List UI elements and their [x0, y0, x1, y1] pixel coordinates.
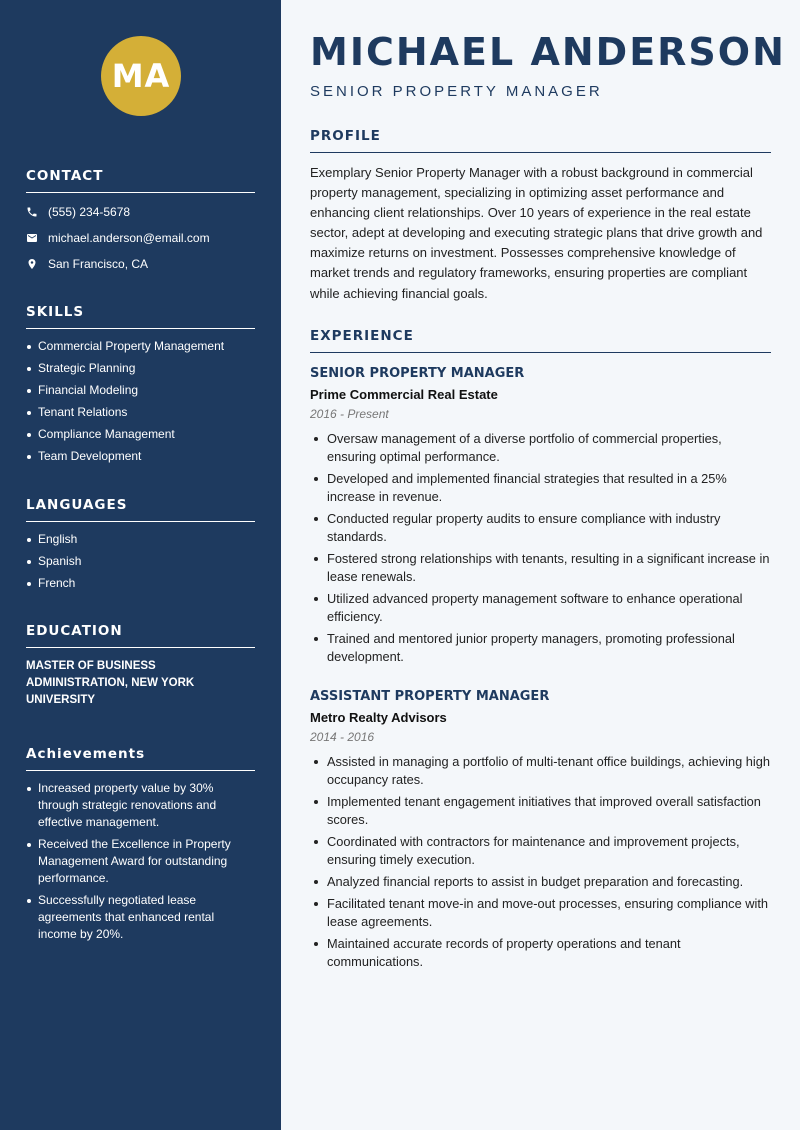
job-bullet: Assisted in managing a portfolio of multi-tenant office buildings, achieving high occupancy rates.: [310, 753, 771, 789]
contact-location-text: San Francisco, CA: [48, 257, 149, 271]
achievement-item: Increased property value by 30% through strategic renovations and effective management.: [26, 780, 255, 831]
education-section: [26, 623, 255, 709]
job-role: ASSISTANT PROPERTY MANAGER: [310, 689, 550, 704]
skill-item: Strategic Planning: [26, 360, 255, 377]
skills-list: [26, 338, 255, 465]
education-heading: EDUCATION: [26, 623, 255, 648]
email-icon: [26, 232, 48, 244]
location-pin-icon: [26, 258, 48, 270]
job-bullet: Maintained accurate records of property operations and tenant communications.: [310, 935, 771, 971]
job-entry: [310, 689, 771, 975]
contact-location: [26, 251, 255, 277]
candidate-name: MICHAEL ANDERSON: [310, 30, 786, 74]
job-bullet: Analyzed financial reports to assist in budget preparation and forecasting.: [310, 873, 771, 891]
job-bullet: Trained and mentored junior property managers, promoting professional development.: [310, 630, 771, 666]
language-item: Spanish: [26, 553, 255, 570]
language-item: French: [26, 575, 255, 592]
profile-text: Exemplary Senior Property Manager with a robust background in commercial property management, specializing in optimizing asset performance and enhancing client relationships. Over 10 years of experience in the real estate sector, adept at developing and executing strategic plans that drive growth and maximize returns on investment. Possesses comprehensive knowledge of market trends and regulatory frameworks, ensuring properties are compliant while achieving financial goals.: [310, 165, 763, 301]
contact-email: [26, 225, 255, 251]
achievements-section: [26, 746, 255, 948]
job-role: SENIOR PROPERTY MANAGER: [310, 366, 525, 381]
education-degree: MASTER OF BUSINESS ADMINISTRATION, NEW YORK UNIVERSITY: [26, 660, 195, 706]
job-entry: [310, 366, 771, 670]
achievements-list: [26, 780, 255, 943]
achievement-item: Successfully negotiated lease agreements that enhanced rental income by 20%.: [26, 892, 255, 943]
job-bullet: Facilitated tenant move-in and move-out processes, ensuring compliance with lease agreements.: [310, 895, 771, 931]
phone-icon: [26, 206, 48, 218]
job-dates: 2016 - Present: [310, 407, 389, 421]
avatar: MA: [101, 36, 181, 116]
contact-section: [26, 168, 255, 277]
skill-item: Team Development: [26, 448, 255, 465]
skill-item: Financial Modeling: [26, 382, 255, 399]
contact-heading: CONTACT: [26, 168, 255, 193]
job-company: Prime Commercial Real Estate: [310, 387, 498, 402]
languages-heading: LANGUAGES: [26, 497, 255, 522]
job-bullet: Implemented tenant engagement initiatives that improved overall satisfaction scores.: [310, 793, 771, 829]
experience-heading: EXPERIENCE: [310, 328, 771, 353]
skill-item: Commercial Property Management: [26, 338, 255, 355]
job-bullet: Utilized advanced property management software to enhance operational efficiency.: [310, 590, 771, 626]
job-bullet: Oversaw management of a diverse portfolio of commercial properties, ensuring optimal performance.: [310, 430, 771, 466]
achievements-heading: Achievements: [26, 746, 255, 771]
candidate-title: SENIOR PROPERTY MANAGER: [310, 83, 603, 100]
skill-item: Compliance Management: [26, 426, 255, 443]
sidebar: [0, 0, 281, 1130]
skill-item: Tenant Relations: [26, 404, 255, 421]
language-item: English: [26, 531, 255, 548]
job-bullets: [310, 430, 771, 666]
languages-list: [26, 531, 255, 592]
languages-section: [26, 497, 255, 597]
achievement-item: Received the Excellence in Property Management Award for outstanding performance.: [26, 836, 255, 887]
skills-heading: SKILLS: [26, 304, 255, 329]
contact-phone: [26, 199, 255, 225]
job-bullet: Fostered strong relationships with tenants, resulting in a significant increase in lease renewals.: [310, 550, 771, 586]
job-dates: 2014 - 2016: [310, 730, 375, 744]
job-bullet: Developed and implemented financial strategies that resulted in a 25% increase in revenue.: [310, 470, 771, 506]
profile-heading: PROFILE: [310, 128, 771, 153]
job-bullet: Conducted regular property audits to ensure compliance with industry standards.: [310, 510, 771, 546]
job-bullets: [310, 753, 771, 971]
job-company: Metro Realty Advisors: [310, 710, 447, 725]
skills-section: [26, 304, 255, 470]
contact-phone-text: (555) 234-5678: [48, 205, 131, 219]
job-bullet: Coordinated with contractors for maintenance and improvement projects, ensuring timely execution.: [310, 833, 771, 869]
contact-email-text[interactable]: michael.anderson@email.com: [48, 231, 210, 245]
